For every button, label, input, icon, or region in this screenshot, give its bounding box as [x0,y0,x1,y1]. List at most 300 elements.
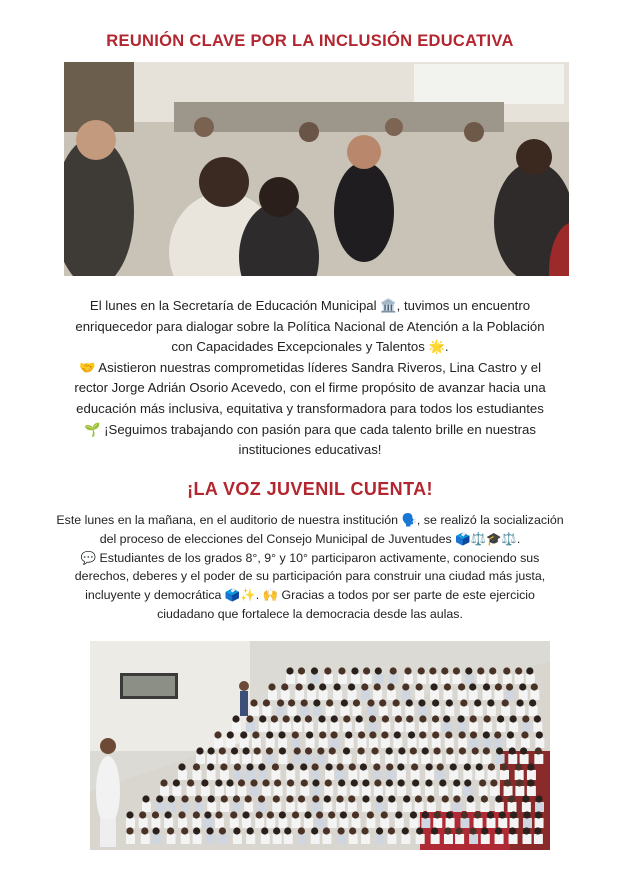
section1-line: con Capacidades Excepcionales y Talentos 🌟. [171,339,449,355]
student-head [254,747,261,754]
student-figure [343,754,352,764]
student-head [534,827,541,834]
student-figure [252,738,261,748]
student-figure [359,770,368,780]
student-head [406,699,413,706]
student-head [232,715,239,722]
student-figure [376,802,385,812]
student-head [187,779,194,786]
student-head [386,747,393,754]
student-head [214,731,221,738]
student-head [331,715,338,722]
student-figure [300,786,309,796]
student-figure [262,786,271,796]
student-head [535,747,542,754]
student-head [522,715,529,722]
student-head [404,667,411,674]
student-figure [232,802,241,812]
student-figure [526,674,535,684]
student-head [367,811,374,818]
student-head [402,683,409,690]
student-figure [286,674,295,684]
student-head [425,779,432,786]
student-figure [304,722,313,732]
student-head [394,731,401,738]
student-head [263,699,270,706]
student-figure [458,754,467,764]
student-figure [156,802,165,812]
section2-line: del proceso de elecciones del Consejo Municipal de Juventudes 🗳️⚖️🎓⚖️. [99,531,521,546]
student-head [483,683,490,690]
student-head [497,715,504,722]
student-head [510,811,517,818]
auditorium-photo-image [90,641,550,850]
student-head [376,795,383,802]
student-head [152,811,159,818]
section2-line: 💬 Estudiantes de los grados 8°, 9° y 10° participaron activamente, conociendo sus [80,550,540,565]
student-figure [415,690,424,700]
student-head [527,779,534,786]
student-figure [481,834,490,844]
student-figure [445,738,454,748]
student-head [522,795,529,802]
student-head [465,667,472,674]
student-figure [195,802,204,812]
student-figure [463,770,472,780]
student-figure [271,770,280,780]
student-figure [214,738,223,748]
student-figure [218,754,227,764]
student-head [381,811,388,818]
student-figure [527,770,536,780]
student-figure [523,818,532,828]
student-figure [515,786,524,796]
student-figure [323,802,332,812]
student-figure [458,738,467,748]
student-head [481,795,488,802]
student-figure [310,674,319,684]
student-figure [501,706,510,716]
student-head [323,827,330,834]
student-head [318,715,325,722]
student-head [457,715,464,722]
student-head [201,779,208,786]
student-figure [436,770,445,780]
student-figure [403,802,412,812]
student-head [461,811,468,818]
student-head [349,763,356,770]
student-head [360,763,367,770]
student-head [272,763,279,770]
student-figure [534,834,543,844]
student-head [386,779,393,786]
student-figure [266,818,275,828]
student-figure [475,770,484,780]
student-head [393,699,400,706]
student-figure [293,722,302,732]
student-head [403,795,410,802]
student-figure [361,834,370,844]
student-head [484,715,491,722]
student-figure [324,786,333,796]
student-figure [350,786,359,796]
student-figure [284,834,293,844]
student-head [479,779,486,786]
student-figure [439,786,448,796]
student-head [450,763,457,770]
student-figure [336,802,345,812]
student-head [266,747,273,754]
student-figure [373,690,382,700]
student-figure [253,754,262,764]
student-head [287,763,294,770]
section2-title: ¡LA VOZ JUVENIL CUENTA! [187,479,433,499]
student-figure [313,706,322,716]
student-figure [246,722,255,732]
student-head [529,699,536,706]
student-figure [337,834,346,844]
student-figure [534,754,543,764]
student-head [141,827,148,834]
student-head [442,795,449,802]
student-figure [278,818,287,828]
auditorium-photo [90,641,550,850]
student-figure [230,818,239,828]
student-figure [530,690,539,700]
student-head [193,827,200,834]
student-head [516,779,523,786]
student-head [305,715,312,722]
student-figure [326,706,335,716]
student-head [273,827,280,834]
student-head [534,715,541,722]
student-head [427,795,434,802]
student-head [238,779,245,786]
student-head [520,747,527,754]
student-head [351,779,358,786]
student-head [495,795,502,802]
section2-line: derechos, deberes y el poder de su participación para construir una ciudad más justa, [74,569,546,584]
student-figure [305,754,314,764]
student-figure [394,722,403,732]
student-head [281,683,288,690]
student-figure [368,722,377,732]
student-head [234,763,241,770]
student-figure [519,690,528,700]
student-figure [471,754,480,764]
student-head [496,747,503,754]
student-figure [278,738,287,748]
student-figure [453,802,462,812]
student-head [283,715,290,722]
student-figure [238,786,247,796]
student-head [397,763,404,770]
student-figure [231,754,240,764]
student-figure [340,706,349,716]
student-figure [204,818,213,828]
student-figure [482,754,491,764]
student-figure [521,738,530,748]
student-figure [282,722,291,732]
student-figure [535,802,544,812]
student-head [406,715,413,722]
student-figure [255,818,264,828]
student-figure [206,834,215,844]
student-figure [270,722,279,732]
student-figure [312,786,321,796]
student-head [193,763,200,770]
student-head [298,795,305,802]
section1-line: enriquecedor para dialogar sobre la Política Nacional de Atención a la Población [75,318,545,334]
student-head [515,763,522,770]
student-figure [418,706,427,716]
student-figure [402,690,411,700]
student-head [343,715,350,722]
student-figure [233,770,242,780]
student-head [215,811,222,818]
student-head [313,699,320,706]
student-figure [328,818,337,828]
student-figure [432,738,441,748]
student-figure [298,802,307,812]
student-figure [265,754,274,764]
student-figure [533,722,542,732]
student-figure [348,802,357,812]
student-figure [126,834,135,844]
student-figure [500,770,509,780]
student-head [330,731,337,738]
student-head [459,747,466,754]
student-head [483,731,490,738]
student-head [411,763,418,770]
student-figure [495,802,504,812]
student-head [387,683,394,690]
student-head [374,683,381,690]
student-figure [374,786,383,796]
student-head [348,683,355,690]
student-head [165,811,172,818]
student-head [499,811,506,818]
student-figure [240,738,249,748]
student-head [300,763,307,770]
student-head [470,731,477,738]
student-head [460,699,467,706]
student-figure [449,770,458,780]
section1-title: REUNIÓN CLAVE POR LA INCLUSIÓN EDUCATIVA [106,32,514,50]
section1-line: rector Jorge Adrián Osorio Acevedo, con el firme propósito de avanzar hacia una [74,380,546,396]
student-figure [152,834,161,844]
student-figure [425,786,434,796]
student-head [418,667,425,674]
student-head [278,731,285,738]
student-figure [379,706,388,716]
student-figure [362,786,371,796]
student-figure [522,802,531,812]
student-head [319,731,326,738]
student-head [181,795,188,802]
student-figure [246,834,255,844]
student-figure [371,754,380,764]
student-figure [464,786,473,796]
student-figure [295,690,304,700]
student-head [304,811,311,818]
student-head [422,811,429,818]
student-figure [414,802,423,812]
student-head [470,827,477,834]
student-figure [469,690,478,700]
student-figure [529,706,538,716]
student-figure [504,786,513,796]
student-figure [479,786,488,796]
student-head [343,747,350,754]
student-figure [508,802,517,812]
student-figure [277,706,286,716]
student-head [446,699,453,706]
student-head [312,795,319,802]
student-figure [367,706,376,716]
student-head [422,747,429,754]
student-figure [470,738,479,748]
student-figure [483,722,492,732]
student-figure [339,818,348,828]
student-head [287,779,294,786]
student-figure [535,818,544,828]
student-head [362,795,369,802]
student-head [195,795,202,802]
section2-line: Este lunes en la mañana, en el auditorio de nuestra institución 🗣️, se realizó la socialización [56,513,564,527]
student-head [324,667,331,674]
meeting-photo [64,62,569,276]
meeting-photo-image [64,62,569,276]
student-figure [385,754,394,764]
student-figure [443,722,452,732]
student-figure [411,770,420,780]
student-figure [181,802,190,812]
student-head [246,715,253,722]
student-head [398,747,405,754]
student-head [266,731,273,738]
student-figure [452,674,461,684]
student-head [526,667,533,674]
student-head [510,715,517,722]
student-head [419,715,426,722]
student-figure [474,706,483,716]
student-head [430,683,437,690]
student-figure [126,818,135,828]
student-head [536,731,543,738]
student-figure [497,722,506,732]
student-figure [187,786,196,796]
student-head [441,667,448,674]
student-figure [376,834,385,844]
student-head [139,811,146,818]
student-head [371,747,378,754]
student-figure [328,754,337,764]
student-figure [494,690,503,700]
student-figure [388,802,397,812]
student-head [453,795,460,802]
student-figure [387,690,396,700]
student-figure [535,738,544,748]
student-head [469,683,476,690]
student-head [284,827,291,834]
student-figure [297,834,306,844]
student-head [292,731,299,738]
student-figure [246,770,255,780]
student-head [126,827,133,834]
student-head [352,811,359,818]
student-head [433,747,440,754]
section1-line: 🤝 Asistieron nuestras comprometidas líderes Sandra Riveros, Lina Castro y el [78,359,542,375]
student-figure [523,834,532,844]
student-head [374,779,381,786]
student-head [395,811,402,818]
student-head [274,779,281,786]
student-figure [307,690,316,700]
student-figure [304,818,313,828]
student-figure [167,802,176,812]
student-head [500,763,507,770]
student-head [208,795,215,802]
student-head [416,827,423,834]
student-figure [421,754,430,764]
student-head [312,779,319,786]
student-head [168,795,175,802]
student-head [357,747,364,754]
student-figure [397,786,406,796]
student-head [446,811,453,818]
student-head [250,779,257,786]
student-figure [348,770,357,780]
student-figure [381,738,390,748]
student-figure [425,770,434,780]
student-head [416,683,423,690]
student-figure [226,786,235,796]
student-head [507,731,514,738]
student-figure [515,674,524,684]
section1-line: instituciones educativas! [238,442,382,458]
student-figure [312,802,321,812]
student-figure [261,834,270,844]
student-head [351,667,358,674]
student-head [426,763,433,770]
student-figure [316,818,325,828]
section2-line: ciudadano que fortalece la democracia desde las aulas. [157,606,463,621]
section2-line: incluyente y democrática 🗳️✨. 🙌 Gracias a todos por ser parte de este ejercicio [85,588,535,603]
student-figure [466,802,475,812]
student-figure [429,674,438,684]
student-head [126,811,133,818]
student-figure [527,786,536,796]
student-head [439,779,446,786]
student-head [193,811,200,818]
student-head [312,763,319,770]
student-head [338,779,345,786]
student-figure [412,786,421,796]
student-figure [160,786,169,796]
student-figure [338,674,347,684]
student-head [296,683,303,690]
student-figure [506,690,515,700]
student-head [301,699,308,706]
student-head [319,683,326,690]
student-figure [193,834,202,844]
student-head [446,747,453,754]
student-figure [495,834,504,844]
student-head [288,699,295,706]
student-head [326,763,333,770]
student-figure [207,754,216,764]
